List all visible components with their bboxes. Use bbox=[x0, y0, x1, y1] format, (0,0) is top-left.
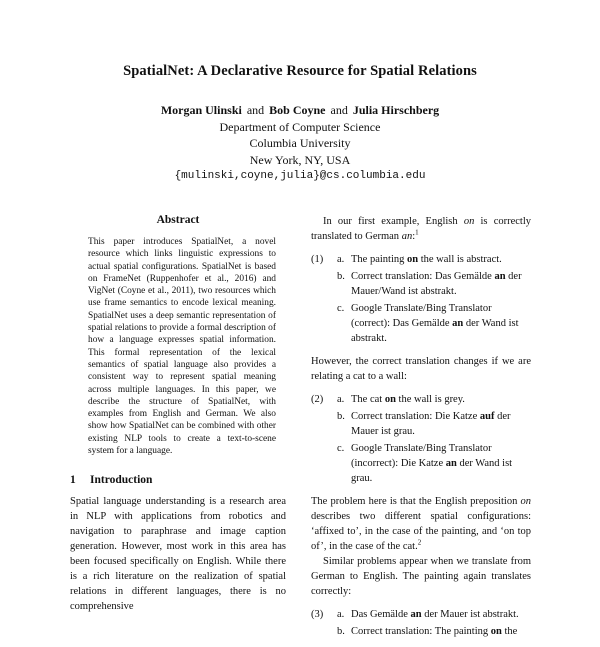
author-3: Julia Hirschberg bbox=[352, 103, 440, 117]
item-label: b. bbox=[337, 411, 345, 422]
author-block bbox=[0, 102, 600, 185]
abstract-heading: Abstract bbox=[156, 214, 200, 226]
item-label: c. bbox=[337, 303, 345, 314]
text-run: der Wand ist abstrakt. bbox=[351, 318, 519, 344]
text-run: der Wand ist grau. bbox=[351, 458, 513, 484]
emphasis: an bbox=[401, 231, 413, 242]
example-item bbox=[311, 409, 531, 439]
example-item bbox=[311, 607, 531, 622]
author-department: Department of Computer Science bbox=[219, 119, 381, 134]
text-run: describes two different spatial configurations: ‘affixed to’, in the case of the painting, and ‘on top of’, in the case of the cat. bbox=[311, 511, 531, 552]
abstract-body: This paper introduces SpatialNet, a novel resource which links linguistic expressions to actual spatial configurations. SpatialNet is based on FrameNet (Ruppenhofer et al., 2016) and VigNet (Coyne et al., 2011), two resources which use frame semantics to encode lexical meaning. SpatialNet uses a deep semantic representation of spatial relations to provide a formal description of how a language expresses spatial information. This formal representation of the lexical semantics of spatial language also provides a consistent way to represent spatial meaning across multiple languages. In this paper, we describe the structure of SpatialNet, with examples from English and German. We also show how SpatialNet can be combined with other existing NLP tools to create a text-to-scene system for a language. bbox=[88, 237, 276, 457]
author-city: New York, NY, USA bbox=[249, 152, 351, 167]
bold-preposition: an bbox=[494, 271, 506, 282]
left-column bbox=[70, 214, 286, 614]
right-column bbox=[311, 214, 531, 647]
example-item bbox=[311, 301, 531, 346]
author-and-2: and bbox=[330, 103, 348, 117]
bold-preposition: on bbox=[384, 394, 396, 405]
item-label: b. bbox=[337, 271, 345, 282]
text-run: Google Translate/Bing Translator (correct): Das Gemälde bbox=[351, 303, 492, 329]
paragraph-similar: Similar problems appear when we translate from German to English. The painting again translates correctly: bbox=[311, 556, 531, 597]
author-2: Bob Coyne bbox=[269, 103, 326, 117]
text-run: The painting bbox=[351, 254, 407, 265]
section-title: Introduction bbox=[90, 474, 153, 487]
text-run: Das Gemälde bbox=[351, 609, 411, 620]
example-3 bbox=[311, 607, 531, 639]
text-run: the wall is abstract. bbox=[418, 254, 502, 265]
footnote-marker: 2 bbox=[417, 538, 422, 547]
example-2 bbox=[311, 392, 531, 486]
author-names bbox=[0, 102, 600, 119]
text-run: is correctly translated to German bbox=[311, 216, 531, 242]
example-item bbox=[311, 441, 531, 486]
bold-preposition: on bbox=[407, 254, 419, 265]
text-run: Correct translation: Das Gemälde bbox=[351, 271, 495, 282]
example-item bbox=[311, 252, 531, 267]
emphasis: on bbox=[520, 496, 531, 507]
author-university: Columbia University bbox=[249, 136, 351, 150]
footnote-marker: 1 bbox=[415, 228, 419, 237]
text-run: Correct translation: Die Katze bbox=[351, 411, 480, 422]
author-and-1: and bbox=[246, 103, 265, 117]
bold-preposition: an bbox=[410, 609, 422, 620]
bold-preposition: an bbox=[445, 458, 457, 469]
paragraph-however: However, the correct translation changes if we are relating a cat to a wall: bbox=[311, 356, 531, 382]
text-run: the wall is grey. bbox=[395, 394, 465, 405]
intro-paragraph: Spatial language understanding is a research area in NLP with applications from robotics and navigation to paraphrase and image caption generation. However, most work in this area has been focused specifically on English. While there is a rich literature on the realization of spatial relations in different languages, there is no comprehensive bbox=[70, 496, 286, 613]
example-number: (1) bbox=[311, 254, 324, 265]
paragraph-first-example bbox=[311, 214, 531, 244]
example-1 bbox=[311, 252, 531, 346]
text-run: Google Translate/Bing Translator (incorrect): Die Katze bbox=[351, 443, 492, 469]
example-number: (2) bbox=[311, 394, 324, 405]
text-run: Correct translation: The painting bbox=[351, 626, 491, 637]
text-run: the bbox=[501, 626, 518, 637]
author-1: Morgan Ulinski bbox=[160, 103, 242, 117]
bold-preposition: auf bbox=[479, 411, 495, 422]
text-run: : bbox=[412, 231, 416, 242]
text-run: der Mauer ist grau. bbox=[351, 411, 511, 437]
section-number: 1 bbox=[70, 474, 76, 487]
bold-preposition: on bbox=[490, 626, 502, 637]
text-run: The cat bbox=[351, 394, 385, 405]
section-heading-introduction bbox=[70, 474, 286, 486]
example-item bbox=[311, 269, 531, 299]
author-email: {mulinski,coyne,julia}@cs.columbia.edu bbox=[174, 170, 426, 182]
emphasis: on bbox=[463, 216, 475, 227]
item-label: a. bbox=[337, 254, 345, 265]
item-label: a. bbox=[337, 394, 345, 405]
bold-preposition: an bbox=[452, 318, 464, 329]
text-run: The problem here is that the English preposition bbox=[311, 496, 521, 507]
item-label: a. bbox=[337, 609, 345, 620]
example-item bbox=[311, 392, 531, 407]
item-label: c. bbox=[337, 443, 345, 454]
text-run: der Mauer ist abstrakt. bbox=[421, 609, 519, 620]
paper-title: SpatialNet: A Declarative Resource for Spatial Relations bbox=[123, 63, 477, 79]
item-label: b. bbox=[337, 626, 345, 637]
text-run: der Mauer/Wand ist abstrakt. bbox=[351, 271, 522, 297]
example-number: (3) bbox=[311, 609, 324, 620]
paragraph-problem bbox=[311, 494, 531, 554]
example-item bbox=[311, 624, 531, 639]
text-run: In our first example, English bbox=[323, 216, 464, 227]
